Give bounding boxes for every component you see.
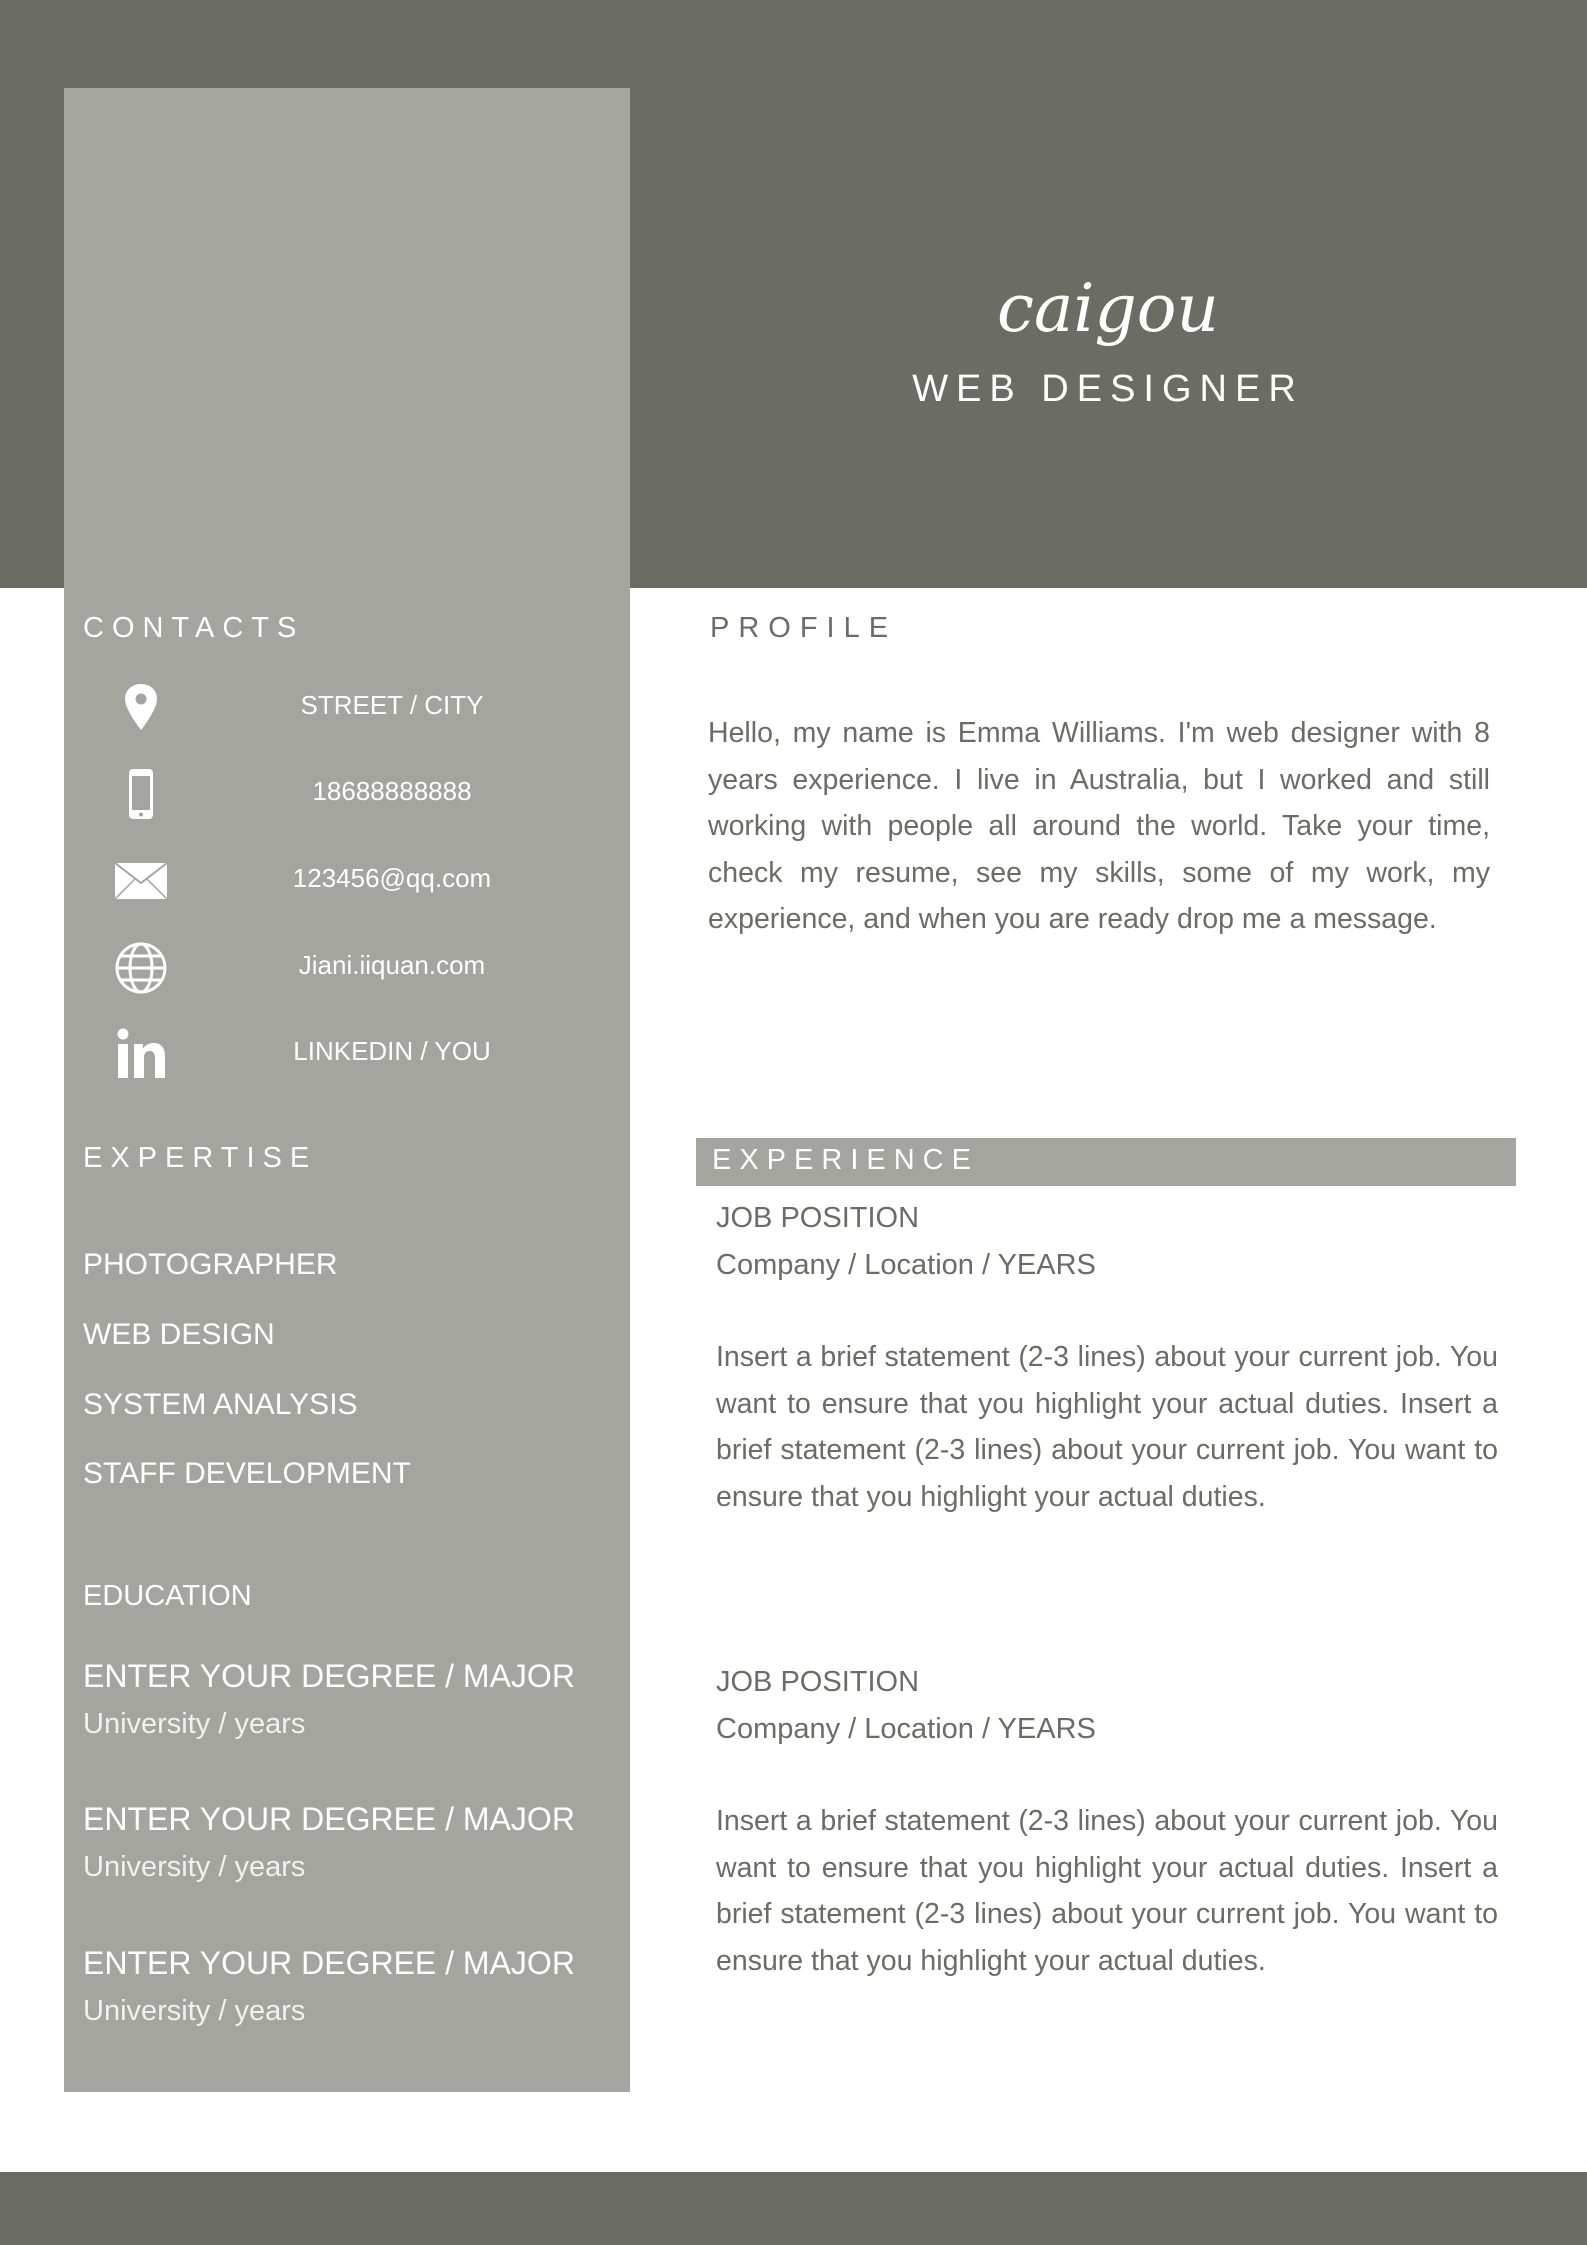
contact-row-phone	[83, 758, 583, 828]
contact-linkedin[interactable]: LINKEDIN / YOU	[293, 1036, 491, 1066]
contact-website[interactable]: Jiani.iiquan.com	[298, 950, 486, 980]
contact-email[interactable]: 123456@qq.com	[292, 863, 492, 893]
education-school: University / years	[83, 1708, 306, 1740]
job-description: Insert a brief statement (2-3 lines) about your current job. You want to ensure that you highlight your actual duties. Insert a brief statement (2-3 lines) about your current job. You want to ensure that you highlight your actual duties.	[716, 1341, 1498, 1513]
sidebar	[64, 88, 630, 2092]
envelope-icon	[113, 853, 169, 909]
phone-icon	[113, 766, 169, 822]
job-company: Company / Location / YEARS	[716, 1249, 1096, 1281]
contact-phone: 18688888888	[312, 776, 472, 806]
education-school: University / years	[83, 1995, 306, 2027]
job-position: JOB POSITION	[716, 1202, 920, 1234]
experience-heading: EXPERIENCE	[712, 1144, 979, 1176]
education-school: University / years	[83, 1851, 306, 1883]
education-degree: ENTER YOUR DEGREE / MAJOR	[83, 1945, 575, 1981]
expertise-item: WEB DESIGN	[83, 1318, 275, 1351]
expertise-item: STAFF DEVELOPMENT	[83, 1457, 411, 1490]
contact-row-website[interactable]	[83, 932, 583, 1002]
education-heading: EDUCATION	[83, 1580, 252, 1612]
linkedin-icon	[113, 1026, 169, 1082]
profile-heading: PROFILE	[710, 612, 898, 644]
job-title-header: WEB DESIGNER	[912, 368, 1304, 410]
contacts-heading: CONTACTS	[83, 612, 305, 644]
education-degree: ENTER YOUR DEGREE / MAJOR	[83, 1658, 575, 1694]
contact-row-address	[83, 672, 583, 742]
job-company: Company / Location / YEARS	[716, 1713, 1096, 1745]
profile-text: Hello, my name is Emma Williams. I'm web designer with 8 years experience. I live in Australia, but I worked and still working with people all around the world. Take your time, check my resume, see my skills, some of my work, my experience, and when you are ready drop me a message.	[708, 717, 1490, 935]
expertise-heading: EXPERTISE	[83, 1142, 318, 1174]
experience-heading-bar	[696, 1138, 1516, 1186]
candidate-name: caigou	[997, 270, 1219, 347]
expertise-item: SYSTEM ANALYSIS	[83, 1388, 358, 1421]
contact-address: STREET / CITY	[300, 690, 484, 720]
contact-row-email[interactable]	[83, 845, 583, 915]
contact-row-linkedin[interactable]	[83, 1018, 583, 1088]
footer-band	[0, 2172, 1587, 2245]
globe-icon	[113, 940, 169, 996]
education-degree: ENTER YOUR DEGREE / MAJOR	[83, 1801, 575, 1837]
location-pin-icon	[113, 680, 169, 736]
job-position: JOB POSITION	[716, 1666, 920, 1698]
job-description: Insert a brief statement (2-3 lines) about your current job. You want to ensure that you highlight your actual duties. Insert a brief statement (2-3 lines) about your current job. You want to ensure that you highlight your actual duties.	[716, 1805, 1498, 1977]
expertise-item: PHOTOGRAPHER	[83, 1248, 338, 1281]
